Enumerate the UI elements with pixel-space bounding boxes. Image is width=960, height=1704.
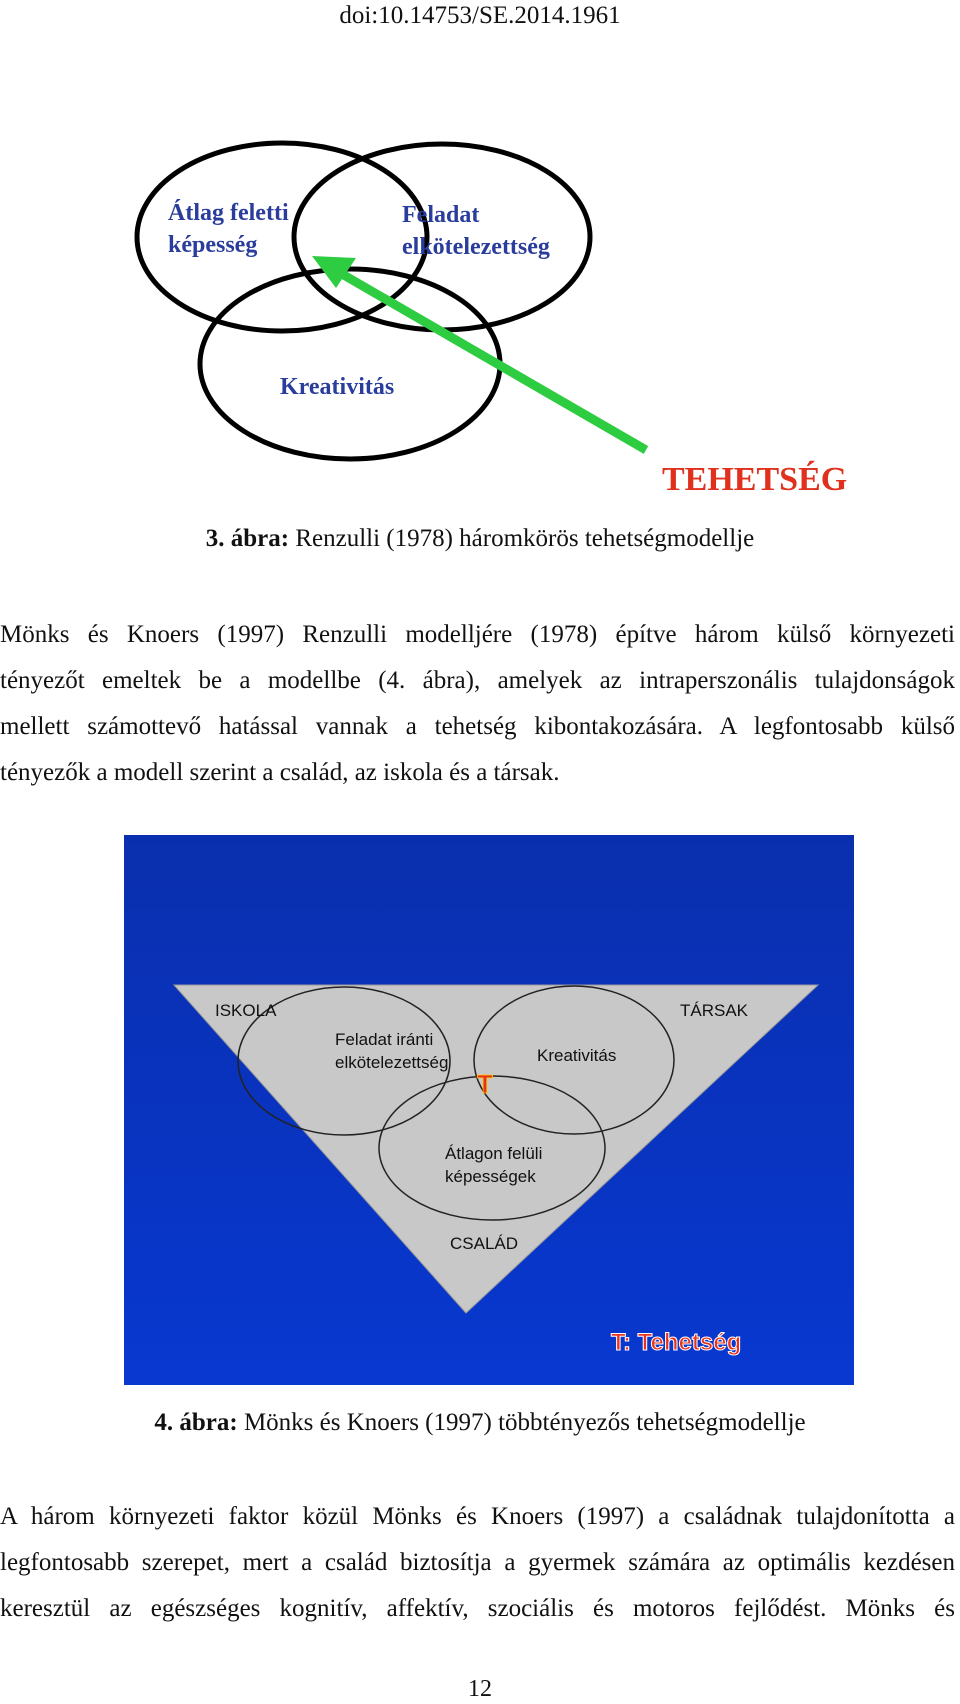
paragraph-2 <box>0 1494 955 1632</box>
paragraph-1 <box>0 612 955 796</box>
ability-label-2: képességek <box>445 1167 536 1186</box>
ability-label-line1: Átlag feletti <box>168 200 289 226</box>
figure-3-renzulli-diagram <box>130 140 870 520</box>
figure-3-caption <box>0 523 960 555</box>
paragraph-1-line: tényezők a modell szerint a család, az iskola és a társak. <box>0 759 560 786</box>
task-label-line1: Feladat <box>402 202 480 228</box>
figure-4-diagram <box>124 835 854 1385</box>
creativity-circle <box>200 269 500 459</box>
figure-4-caption <box>0 1407 960 1439</box>
figure-4-caption-label: 4. ábra: <box>154 1409 238 1436</box>
task-label-line2: elkötelezettség <box>402 234 550 260</box>
peers-label: TÁRSAK <box>680 1001 749 1020</box>
task-label-2: elkötelezettség <box>335 1053 449 1072</box>
paragraph-1-line: mellett számottevő hatással vannak a tehetség kibontakozására. A legfontosabb külső <box>0 713 955 740</box>
figure-3-caption-label: 3. ábra: <box>205 525 290 552</box>
doi-header: doi:10.14753/SE.2014.1961 <box>339 2 621 29</box>
ability-label-line2: képesség <box>168 232 258 258</box>
arrow-shaft <box>342 274 646 450</box>
family-label: CSALÁD <box>450 1234 519 1253</box>
figure-4-caption-text: Mönks és Knoers (1997) többtényezős tehetségmodellje <box>237 1409 806 1436</box>
talent-label: TEHETSÉG <box>662 461 848 498</box>
task-label-1: Feladat iránti <box>335 1030 434 1049</box>
talent-legend: T: Tehetség <box>611 1329 742 1356</box>
paragraph-2-line: keresztül az egészséges kognitív, affektív, szociális és motoros fejlődést. Mönks és <box>0 1595 955 1622</box>
school-label: ISKOLA <box>215 1001 277 1020</box>
creativity-label-fig4: Kreativitás <box>537 1046 617 1065</box>
paragraph-1-line: Mönks és Knoers (1997) Renzulli modelljére (1978) építve három külső környezeti <box>0 621 955 648</box>
paragraph-2-line: A három környezeti faktor közül Mönks és Knoers (1997) a családnak tulajdonította a <box>0 1503 955 1530</box>
creativity-label: Kreativitás <box>280 374 395 400</box>
paragraph-1-line: tényezőt emeltek be a modellbe (4. ábra), amelyek az intraperszonális tulajdonságok <box>0 667 955 694</box>
paragraph-2-line: legfontosabb szerepet, mert a család biztosítja a gyermek számára az optimális kezdésen <box>0 1549 955 1576</box>
page-number: 12 <box>468 1676 492 1702</box>
figure-3-caption-text: Renzulli (1978) háromkörös tehetségmodellje <box>289 525 755 552</box>
talent-letter: T <box>477 1069 493 1099</box>
ability-label-1: Átlagon felüli <box>445 1144 543 1163</box>
